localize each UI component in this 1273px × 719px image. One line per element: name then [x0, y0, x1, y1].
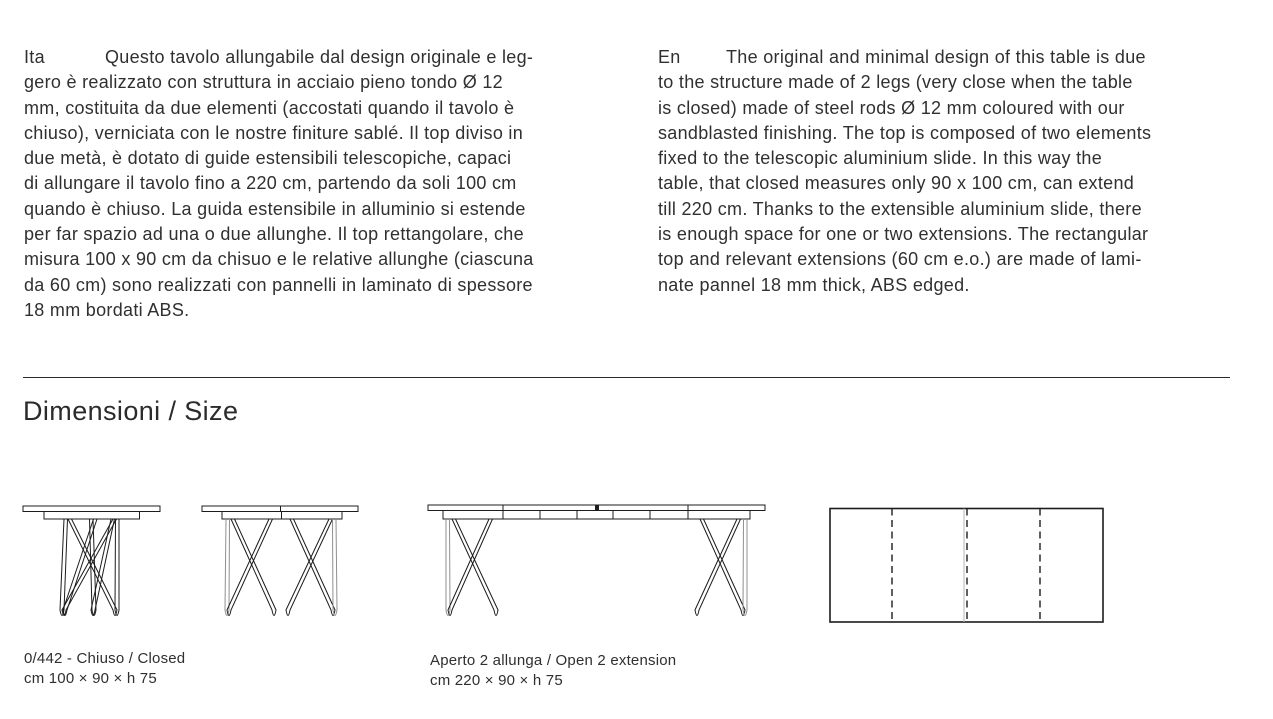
drawing-table-closed-front: [23, 506, 160, 616]
text-line: to the structure made of 2 legs (very close when the table: [658, 72, 1133, 93]
drawing-table-top-view: [830, 509, 1103, 623]
text-line: nate pannel 18 mm thick, ABS edged.: [658, 274, 970, 295]
caption-open-size: cm 220 × 90 × h 75: [430, 672, 563, 689]
text-line: gero è realizzato con struttura in acciaio pieno tondo Ø 12: [24, 72, 503, 93]
text-line-content: Questo tavolo allungabile dal design originale e leg-: [105, 47, 534, 67]
text-line: per far spazio ad una o due allunghe. Il top rettangolare, che: [24, 224, 524, 245]
text-line: due metà, è dotato di guide estensibili telescopiche, capaci: [24, 148, 512, 169]
text-line: quando è chiuso. La guida estensibile in alluminio si estende: [24, 198, 526, 219]
text-line: is closed) made of steel rods Ø 12 mm coloured with our: [658, 97, 1125, 118]
text-line: misura 100 x 90 cm da chisuo e le relative allunghe (ciascuna: [24, 249, 534, 270]
drawing-table-closed-side: [202, 506, 358, 616]
text-line: 18 mm bordati ABS.: [24, 299, 190, 320]
caption-closed-title: 0/442 - Chiuso / Closed: [24, 650, 186, 667]
text-line-content: The original and minimal design of this table is due: [726, 47, 1146, 67]
caption-open: [430, 651, 676, 691]
text-line: da 60 cm) sono realizzati con pannelli in laminato di spessore: [24, 274, 533, 295]
text-line: till 220 cm. Thanks to the extensible aluminium slide, there: [658, 198, 1142, 219]
language-label-en: En: [658, 47, 681, 67]
text-line: di allungare il tavolo fino a 220 cm, partendo da soli 100 cm: [24, 173, 517, 194]
section-heading: Dimensioni / Size: [23, 396, 239, 426]
text-line: chiuso), verniciata con le nostre finiture sablé. Il top diviso in: [24, 122, 524, 143]
language-label-ita: Ita: [24, 47, 45, 67]
caption-closed-size: cm 100 × 90 × h 75: [24, 670, 157, 687]
caption-open-title: Aperto 2 allunga / Open 2 extension: [430, 652, 677, 669]
text-line: table, that closed measures only 90 x 100 cm, can extend: [658, 173, 1135, 194]
text-line: sandblasted finishing. The top is composed of two elements: [658, 122, 1152, 143]
text-line: is enough space for one or two extensions. The rectangular: [658, 224, 1149, 245]
text-line: top and relevant extensions (60 cm e.o.) are made of lami-: [658, 249, 1142, 270]
text-line: fixed to the telescopic aluminium slide. In this way the: [658, 148, 1103, 169]
caption-closed: [24, 649, 185, 689]
text-line: mm, costituita da due elementi (accostati quando il tavolo è: [24, 97, 515, 118]
drawing-table-open-front: [428, 505, 765, 616]
